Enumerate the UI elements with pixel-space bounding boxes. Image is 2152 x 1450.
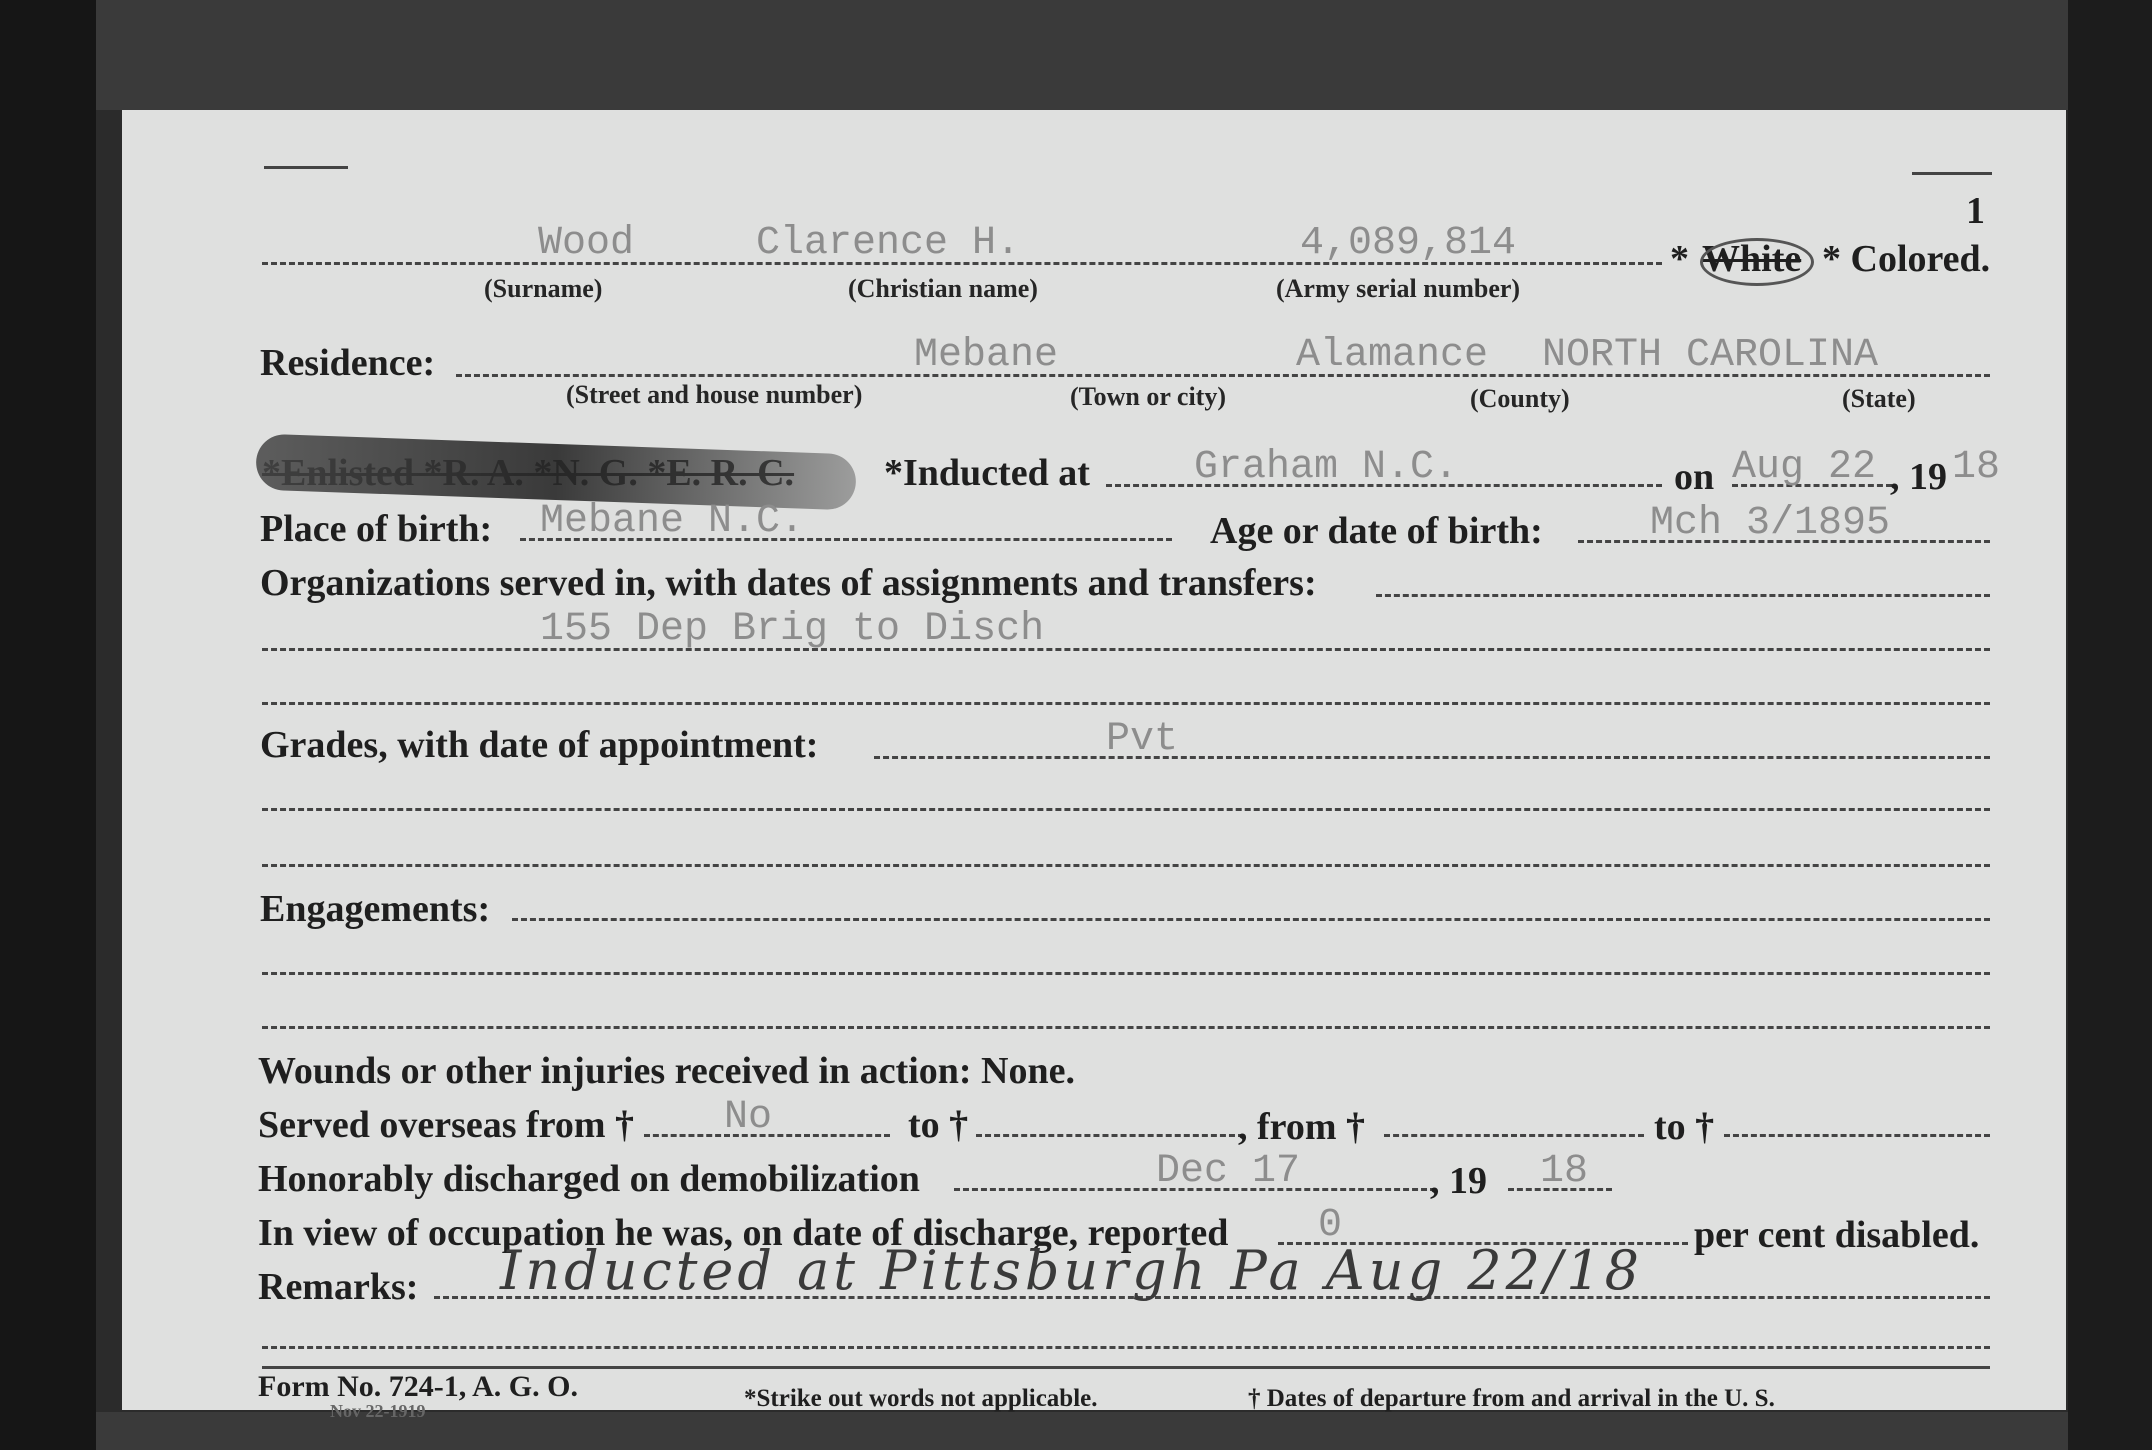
engagements-line-2 (262, 972, 1990, 975)
footer-rule (262, 1366, 1990, 1369)
race-colored: * Colored. (1822, 238, 1991, 280)
overseas-to2-label: to † (1654, 1106, 1715, 1148)
race-white: White (1702, 238, 1802, 280)
inducted-date: Aug 22 (1732, 445, 1877, 490)
dagger-note: † Dates of departure from and arrival in the U. S. (1248, 1385, 1775, 1412)
remarks-handwriting: Inducted at Pittsburgh Pa Aug 22/18 (500, 1239, 1643, 1302)
surname-caption: (Surname) (484, 274, 603, 303)
discharge-label: Honorably discharged on demobilization (258, 1158, 920, 1200)
disability-value: 0 (1318, 1203, 1343, 1248)
organizations-label: Organizations served in, with dates of assignments and transfers: (260, 562, 1317, 604)
inducted-year: 18 (1952, 445, 2001, 490)
serial-number-caption: (Army serial number) (1276, 274, 1521, 303)
birth-date-label: Age or date of birth: (1210, 510, 1543, 552)
race-white-circle (1700, 238, 1814, 286)
engagements-line-1 (512, 918, 1990, 921)
discharge-year-prefix: , 19 (1430, 1160, 1487, 1202)
scan-background-top (96, 0, 2068, 110)
overseas-from-label: Served overseas from † (258, 1104, 635, 1146)
residence-label: Residence: (260, 342, 436, 384)
overseas-from2-line (1384, 1134, 1644, 1137)
christian-name-caption: (Christian name) (848, 274, 1038, 303)
top-left-rule (264, 166, 348, 169)
strike-note: *Strike out words not applicable. (744, 1385, 1098, 1412)
form-number-sub: Nov 22-1919 (330, 1401, 426, 1421)
grades-line-2 (262, 808, 1990, 811)
page-number: 1 (1966, 190, 1985, 232)
overseas-to-label: to † (908, 1104, 969, 1146)
birth-place-label: Place of birth: (260, 508, 493, 550)
residence-town: Mebane (914, 333, 1059, 378)
county-caption: (County) (1470, 384, 1570, 413)
state-caption: (State) (1842, 384, 1916, 413)
surname-value: Wood (538, 221, 635, 266)
remarks-line-2 (262, 1346, 1990, 1349)
scan-edge-right (2068, 0, 2152, 1450)
inducted-year-prefix: , 19 (1890, 456, 1947, 498)
overseas-from-value: No (724, 1095, 773, 1140)
wounds-label: Wounds or other injuries received in action: None. (258, 1050, 1075, 1092)
race-star: * (1670, 238, 1689, 280)
engagements-line-3 (262, 1026, 1990, 1029)
remarks-label: Remarks: (258, 1266, 419, 1308)
residence-state: NORTH CAROLINA (1542, 333, 1879, 378)
grades-line-1 (874, 756, 1990, 759)
inducted-at-label: *Inducted at (884, 452, 1090, 494)
disability-suffix: per cent disabled. (1694, 1214, 1980, 1256)
disability-label: In view of occupation he was, on date of discharge, reported (258, 1212, 1229, 1254)
top-right-rule (1912, 172, 1992, 175)
engagements-label: Engagements: (260, 888, 491, 930)
organizations-line-1 (1376, 594, 1990, 597)
residence-county: Alamance (1296, 333, 1489, 378)
discharge-year: 18 (1540, 1149, 1589, 1194)
inducted-place: Graham N.C. (1194, 445, 1459, 490)
scan-edge-left (0, 0, 96, 1450)
inducted-on-label: on (1674, 456, 1715, 498)
form-number: Form No. 724-1, A. G. O. (258, 1370, 578, 1403)
serial-number-value: 4,089,814 (1300, 221, 1517, 266)
town-caption: (Town or city) (1070, 382, 1226, 411)
organizations-line-3 (262, 702, 1990, 705)
organizations-line-2 (262, 648, 1990, 651)
grades-value: Pvt (1106, 717, 1179, 762)
grades-label: Grades, with date of appointment: (260, 724, 819, 766)
organizations-value: 155 Dep Brig to Disch (540, 607, 1045, 652)
overseas-to2-line (1724, 1134, 1990, 1137)
birth-date-value: Mch 3/1895 (1650, 501, 1891, 546)
birth-place-value: Mebane N.C. (540, 499, 805, 544)
discharge-date: Dec 17 (1156, 1149, 1301, 1194)
street-caption: (Street and house number) (566, 380, 863, 409)
christian-name-value: Clarence H. (756, 221, 1021, 266)
grades-line-3 (262, 864, 1990, 867)
overseas-to-line (976, 1134, 1244, 1137)
overseas-from2-label: , from † (1238, 1106, 1365, 1148)
